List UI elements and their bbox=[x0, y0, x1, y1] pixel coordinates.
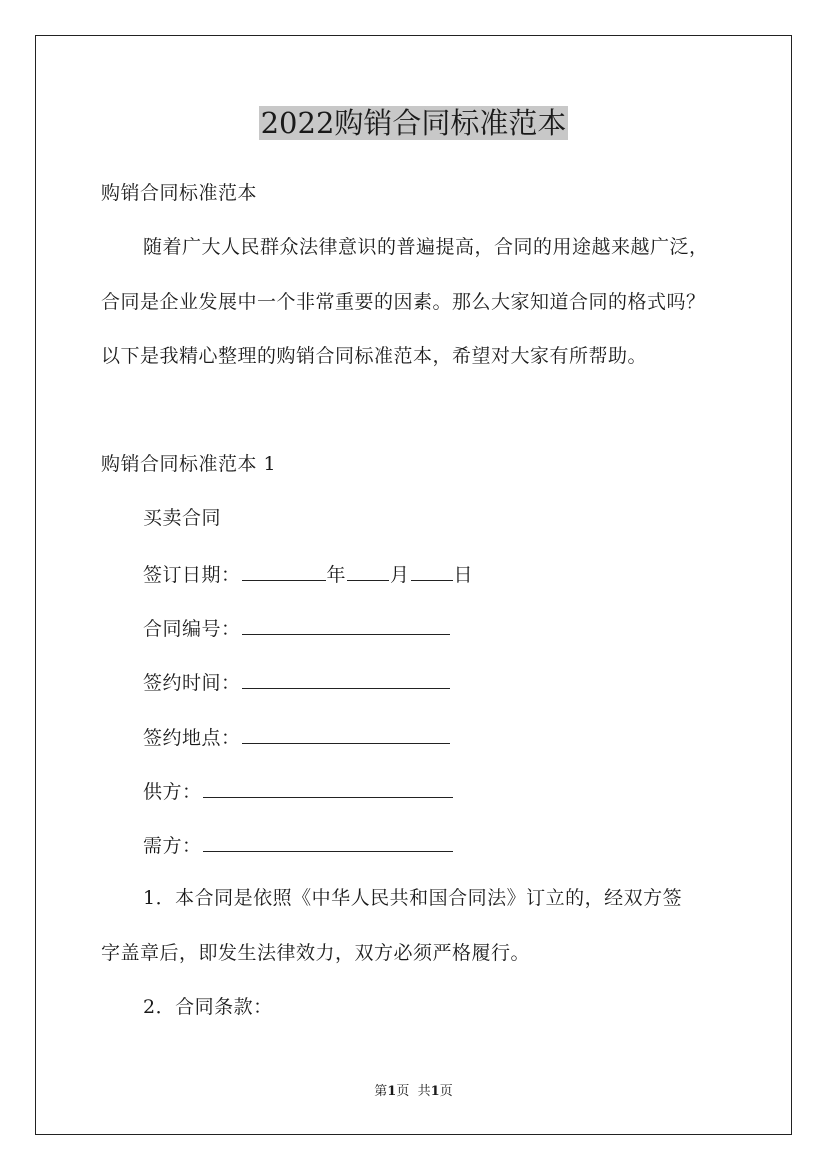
sign-time-label: 签约时间： bbox=[143, 672, 241, 694]
sign-date-line bbox=[143, 561, 473, 587]
buyer-line bbox=[143, 832, 454, 858]
sign-date-label: 签订日期： bbox=[143, 564, 241, 586]
month-blank[interactable] bbox=[347, 561, 389, 581]
intro-line-1: 随着广大人民群众法律意识的普遍提高，合同的用途越来越广泛， bbox=[143, 236, 709, 258]
contract-title: 买卖合同 bbox=[143, 507, 222, 529]
sign-time-line bbox=[143, 669, 451, 695]
footer-total-number: 1 bbox=[430, 1084, 440, 1099]
supplier-line bbox=[143, 778, 454, 804]
footer-total-suffix: 页 bbox=[439, 1084, 453, 1099]
footer-page-number: 1 bbox=[387, 1084, 397, 1099]
intro-line-3: 以下是我精心整理的购销合同标准范本，希望对大家有所帮助。 bbox=[101, 345, 648, 367]
buyer-blank[interactable] bbox=[203, 832, 453, 852]
contract-number-label: 合同编号： bbox=[143, 618, 241, 640]
sign-place-label: 签约地点： bbox=[143, 727, 241, 749]
footer-page-prefix: 第 bbox=[374, 1084, 388, 1099]
sign-place-blank[interactable] bbox=[242, 724, 450, 744]
day-blank[interactable] bbox=[411, 561, 453, 581]
section-heading: 购销合同标准范本 1 bbox=[101, 453, 277, 475]
contract-number-line bbox=[143, 615, 451, 641]
day-label: 日 bbox=[453, 564, 474, 586]
document-title bbox=[0, 104, 827, 142]
document-title-text: 2022购销合同标准范本 bbox=[260, 106, 567, 140]
clause-1-line-1: 1．本合同是依照《中华人民共和国合同法》订立的，经双方签 bbox=[143, 887, 683, 909]
contract-number-blank[interactable] bbox=[242, 615, 450, 635]
intro-line-2: 合同是企业发展中一个非常重要的因素。那么大家知道合同的格式吗？ bbox=[101, 291, 706, 313]
clause-1-line-2: 字盖章后，即发生法律效力，双方必须严格履行。 bbox=[101, 942, 531, 964]
page-footer bbox=[0, 1084, 827, 1100]
sign-time-blank[interactable] bbox=[242, 669, 450, 689]
year-blank[interactable] bbox=[242, 561, 326, 581]
intro-heading: 购销合同标准范本 bbox=[101, 182, 258, 204]
supplier-blank[interactable] bbox=[203, 778, 453, 798]
footer-page-suffix: 页 bbox=[396, 1084, 410, 1099]
year-label: 年 bbox=[326, 564, 347, 586]
supplier-label: 供方： bbox=[143, 781, 202, 803]
sign-place-line bbox=[143, 724, 451, 750]
clause-2: 2．合同条款： bbox=[143, 996, 273, 1018]
month-label: 月 bbox=[390, 564, 410, 586]
buyer-label: 需方： bbox=[143, 835, 202, 857]
footer-total-prefix: 共 bbox=[417, 1084, 431, 1099]
